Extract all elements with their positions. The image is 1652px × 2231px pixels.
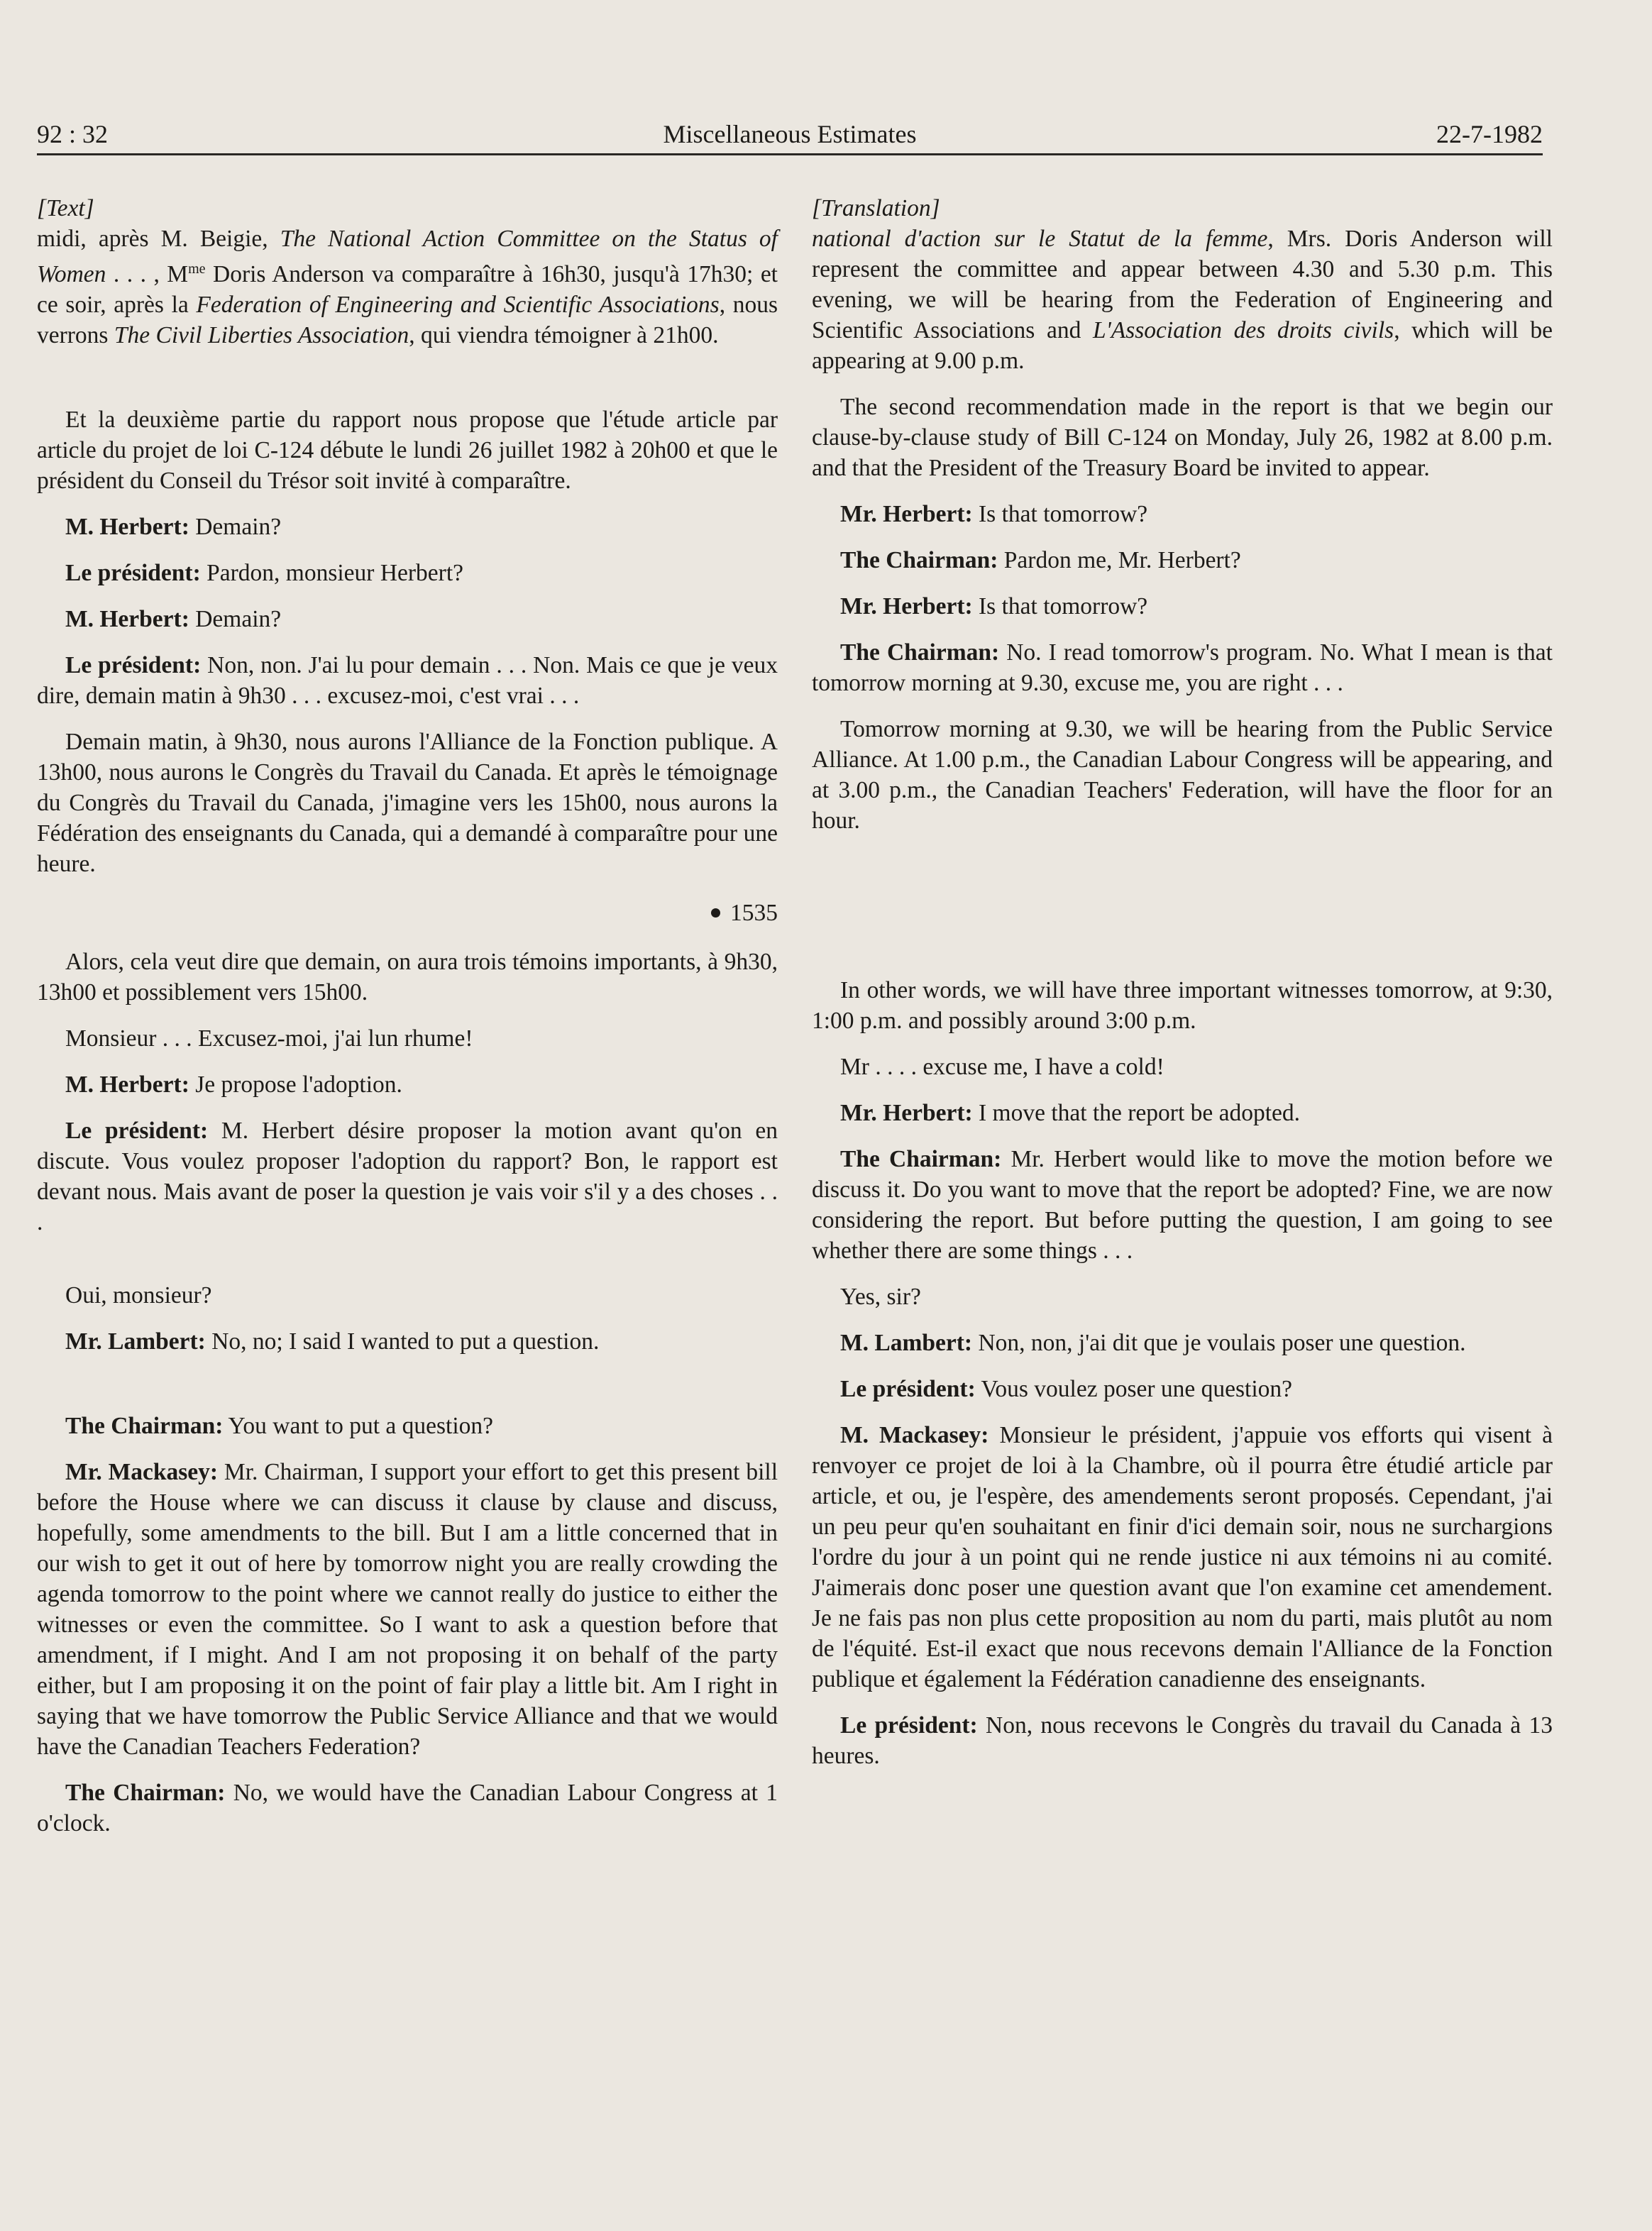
speech: Mr. Lambert: No, no; I said I wanted to put a question. <box>65 1328 600 1355</box>
speech: Le président: Vous voulez poser une question? <box>840 1376 1293 1402</box>
speaker: Le président: <box>840 1712 978 1739</box>
paragraph: The second recommendation made in the report is that we begin our clause-by-clause study of Bill C-124 on Monday, July 26, 1982 at 8.00 p.m. and that the President of the Treasury Board be invited to appear. <box>812 394 1553 481</box>
time-stamp: 1535 <box>37 898 778 928</box>
running-header <box>37 119 1543 153</box>
speech: M. Mackasey: Monsieur le président, j'appuie vos efforts qui visent à renvoyer ce projet de loi à la Chambre, où il pourra être étudié article par article, et ou, je l'espère, des amendements seront proposés. Cependant, j'ai un peu peur qu'en souhaitant en finir d'ici demain soir, nous ne surchargions l'ordre du jour à un point qui ne rende justice ni aux témoins ni au comité. J'aimerais donc poser une question avant que l'on examine cet amendement. Je ne fais pas non plus cette proposition au nom du parti, mais plutôt au nom de l'équité. Est-il exact que nous recevons demain l'Alliance de la Fonction publique et également la Fédération canadienne des enseignants. <box>812 1422 1553 1692</box>
speech: The Chairman: Pardon me, Mr. Herbert? <box>840 547 1241 573</box>
speaker: Le président: <box>65 652 202 679</box>
right-column <box>812 193 1553 1787</box>
paragraph: national d'action sur le Statut de la femme, Mrs. Doris Anderson will represent the committee and appear between 4.30 and 5.30 p.m. This evening, we will be hearing from the Federation of Engineering and Scientific Associations and L'Association des droits civils, which will be appearing at 9.00 p.m. <box>812 226 1553 374</box>
speaker: Le président: <box>65 1118 209 1145</box>
speech: Le président: Non, nous recevons le Congrès du travail du Canada à 13 heures. <box>812 1712 1553 1769</box>
speaker: Le président: <box>65 560 201 587</box>
speech: Mr. Herbert: I move that the report be adopted. <box>840 1100 1301 1126</box>
speaker: M. Herbert: <box>65 514 189 541</box>
speaker: Mr. Herbert: <box>840 501 973 527</box>
paragraph: Mr . . . . excuse me, I have a cold! <box>840 1054 1164 1080</box>
speaker: Le président: <box>840 1376 976 1402</box>
paragraph: Alors, cela veut dire que demain, on aura trois témoins importants, à 9h30, 13h00 et possiblement vers 15h00. <box>37 949 778 1006</box>
speech: Mr. Mackasey: Mr. Chairman, I support your effort to get this present bill before the House where we can discuss it clause by clause and discuss, hopefully, some amendments to the bill. But I am a little concerned that in our wish to get it out of here by tomorrow night you are really crowding the agenda tomorrow to the point where we cannot really do justice to either the witnesses or even the committee. So I want to ask a question before that amendment, if I might. And I am not proposing it on behalf of the party either, but I am proposing it on the point of fair play a little bit. Am I right in saying that we have tomorrow the Public Service Alliance and that we would have the Canadian Teachers Federation? <box>37 1459 778 1761</box>
speaker: Mr. Herbert: <box>840 593 973 619</box>
speech: The Chairman: No. I read tomorrow's program. No. What I mean is that tomorrow morning at 9.30, excuse me, you are right . . . <box>812 639 1553 696</box>
left-column <box>37 193 778 1854</box>
paragraph: Oui, monsieur? <box>65 1282 212 1309</box>
header-rule <box>37 153 1543 155</box>
speech: Mr. Herbert: Is that tomorrow? <box>840 593 1148 619</box>
speech: Le président: Non, non. J'ai lu pour demain . . . Non. Mais ce que je veux dire, demain matin à 9h30 . . . excusez-moi, c'est vrai . . . <box>37 652 778 710</box>
speaker: The Chairman: <box>840 1146 1002 1172</box>
speaker: The Chairman: <box>840 639 1000 666</box>
text-marker: [Text] <box>37 195 94 221</box>
header-date: 22-7-1982 <box>1436 120 1543 148</box>
speech: M. Lambert: Non, non, j'ai dit que je voulais poser une question. <box>840 1330 1466 1356</box>
speech: Mr. Herbert: Is that tomorrow? <box>840 501 1148 527</box>
translation-marker: [Translation] <box>812 195 940 221</box>
speech: The Chairman: No, we would have the Canadian Labour Congress at 1 o'clock. <box>37 1780 778 1837</box>
paragraph: Yes, sir? <box>840 1284 921 1310</box>
speaker: Mr. Herbert: <box>840 1100 973 1126</box>
speaker: The Chairman: <box>65 1413 224 1440</box>
speech: The Chairman: You want to put a question? <box>65 1413 494 1440</box>
speaker: M. Herbert: <box>65 606 189 633</box>
page-number: 92 : 32 <box>37 120 109 148</box>
paragraph: Et la deuxième partie du rapport nous propose que l'étude article par article du projet de loi C-124 débute le lundi 26 juillet 1982 à 20h00 et que le président du Conseil du Trésor soit invité à comparaître. <box>37 407 778 495</box>
speech: Le président: M. Herbert désire proposer la motion avant qu'on en discute. Vous voulez proposer l'adoption du rapport? Bon, le rapport est devant nous. Mais avant de poser la question je vais voir s'il y a des choses . . . <box>37 1118 778 1236</box>
speaker: M. Mackasey: <box>840 1422 989 1448</box>
speaker: Mr. Lambert: <box>65 1328 206 1355</box>
speech: The Chairman: Mr. Herbert would like to move the motion before we discuss it. Do you want to move that the report be adopted? Fine, we are now considering the report. But before putting the question, I am going to see whether there are some things . . . <box>812 1146 1553 1264</box>
bullet-icon <box>711 908 720 918</box>
paragraph: midi, après M. Beigie, The National Action Committee on the Status of Women . . . , $M^{me}$ Doris Anderson va comparaître à 16h30, jusqu'à 17h30; et ce soir, après la Federation of Engineering and Scientific Associations, nous verrons The Civil Liberties Association, qui viendra témoigner à 21h00. <box>37 226 778 349</box>
speaker: Mr. Mackasey: <box>65 1459 219 1486</box>
speech: Le président: Pardon, monsieur Herbert? <box>65 560 464 587</box>
publication-title: Miscellaneous Estimates <box>663 120 917 148</box>
speech: M. Herbert: Demain? <box>65 514 282 541</box>
speech: M. Herbert: Demain? <box>65 606 282 633</box>
paragraph: Monsieur . . . Excusez-moi, j'ai lun rhume! <box>65 1025 473 1052</box>
speaker: The Chairman: <box>65 1780 226 1807</box>
speech: M. Herbert: Je propose l'adoption. <box>65 1072 402 1098</box>
speaker: The Chairman: <box>840 547 998 573</box>
speaker: M. Herbert: <box>65 1072 189 1098</box>
paragraph: Tomorrow morning at 9.30, we will be hearing from the Public Service Alliance. At 1.00 p.m., the Canadian Labour Congress will be appearing, and at 3.00 p.m., the Canadian Teachers' Federation, will have the floor for an hour. <box>812 716 1553 834</box>
paragraph: In other words, we will have three important witnesses tomorrow, at 9:30, 1:00 p.m. and possibly around 3:00 p.m. <box>812 977 1553 1034</box>
paragraph: Demain matin, à 9h30, nous aurons l'Alliance de la Fonction publique. A 13h00, nous aurons le Congrès du Travail du Canada. Et après le témoignage du Congrès du Travail du Canada, j'imagine vers les 15h00, nous aurons la Fédération des enseignants du Canada, qui a demandé à comparaître pour une heure. <box>37 729 778 878</box>
speaker: M. Lambert: <box>840 1330 973 1356</box>
